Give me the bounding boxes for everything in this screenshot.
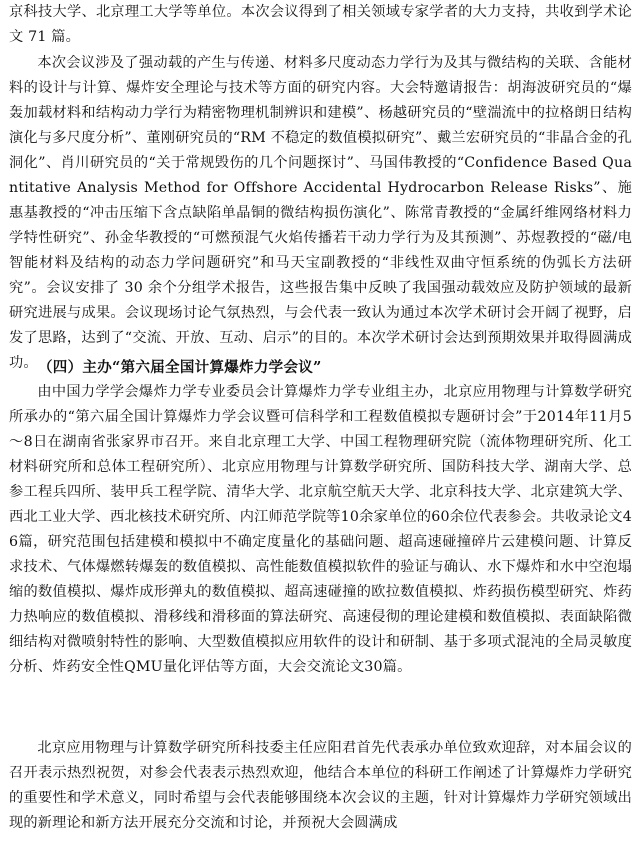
paragraph-2-conference-content: 本次会议涉及了强动载的产生与传递、材料多尺度动态力学行为及其与微结构的关联、含能材料的设计与计算、爆炸安全理论与技术等方面的研究内容。大会特邀请报告：胡海波研究员的“爆轰加载材料和结构动力学行为精密物理机制辨识和建模”、杨越研究员的“壁湍流中的拉格朗日结构演化与多尺度分析”、董刚研究员的“RM 不稳定的数值模拟研究”、戴兰宏研究员的“非晶合金的孔洞化”、肖川研究员的“关于常规毁伤的几个问题探讨”、马国伟教授的“Confidence Based Quantitative Analysis Method for Offshore Accidental Hydrocarbon Release Risks”、施惠基教授的“冲击压缩下含点缺陷单晶铜的微结构损伤演化”、陈常青教授的“金属纤维网络材料力学特性研究”、孙金华教授的“可燃预混气火焰传播若干动力学行为及其预测”、苏煜教授的“磁/电智能材料及结构的动态力学问题研究”和马天宝副教授的“非线性双曲守恒系统的伪弧长方法研究”。会议安排了 30 余个分组学术报告，这些报告集中反映了我国强动载效应及防护领域的最新研究进展与成果。会议现场讨论气氛热烈，与会代表一致认为通过本次学术研讨会开阔了视野，启发了思路，达到了“交流、开放、互动、启示”的目的。本次学术研讨会达到预期效果并取得圆满成功。 xyxy=(9,55,632,371)
paragraph-1-continuation-block xyxy=(0,0,640,50)
section-heading-block xyxy=(0,355,640,380)
section-heading: （四）主办“第六届全国计算爆炸力学会议” xyxy=(38,359,322,376)
paragraph-4-welcome-speech: 北京应用物理与计算数学研究所科技委主任应阳君首先代表承办单位致欢迎辞，对本届会议的召开表示热烈祝贺，对参会代表表示热烈欢迎，他结合本单位的科研工作阐述了计算爆炸力学研究的重要性和学术意义，同时希望与会代表能够围绕本次会议的主题，针对计算爆炸力学研究领域出现的新理论和新方法开展充分交流和讨论，并预祝大会圆满成 xyxy=(9,740,632,831)
paragraph-4-block xyxy=(0,736,640,836)
paragraph-2-block xyxy=(0,51,640,376)
paragraph-1-tail: 京科技大学、北京理工大学等单位。本次会议得到了相关领域专家学者的大力支持，共收到学术论文 71 篇。 xyxy=(9,4,632,45)
paragraph-3-sixth-conference: 由中国力学学会爆炸力学专业委员会计算爆炸力学专业组主办，北京应用物理与计算数学研究所承办的“第六届全国计算爆炸力学会议暨可信科学和工程数值模拟专题研讨会”于2014年11月5～8日在湖南省张家界市召开。来自北京理工大学、中国工程物理研究院（流体物理研究所、化工材料研究所和总体工程研究所）、北京应用物理与计算数学研究所、国防科技大学、湖南大学、总参工程兵四所、装甲兵工程学院、清华大学、北京航空航天大学、北京科技大学、北京建筑大学、西北工业大学、西北核技术研究所、内江师范学院等10余家单位的60余位代表参会。共收录论文46篇，研究范围包括建模和模拟中不确定度量化的基础问题、超高速碰撞碎片云建模问题、计算反求技术、气体爆燃转爆轰的数值模拟、高性能数值模拟软件的验证与确认、水下爆炸和水中空泡塌缩的数值模拟、爆炸成形弹丸的数值模拟、超高速碰撞的欧拉数值模拟、炸药损伤模型研究、炸药力热响应的数值模拟、滑移线和滑移面的算法研究、高速侵彻的理论建模和数值模拟、表面缺陷微细结构对微喷射特性的影响、大型数值模拟应用软件的设计和研制、基于多项式混沌的全局灵敏度分析、炸药安全性QMU量化评估等方面，大会交流论文30篇。 xyxy=(9,384,632,675)
paragraph-3-block xyxy=(0,380,640,680)
